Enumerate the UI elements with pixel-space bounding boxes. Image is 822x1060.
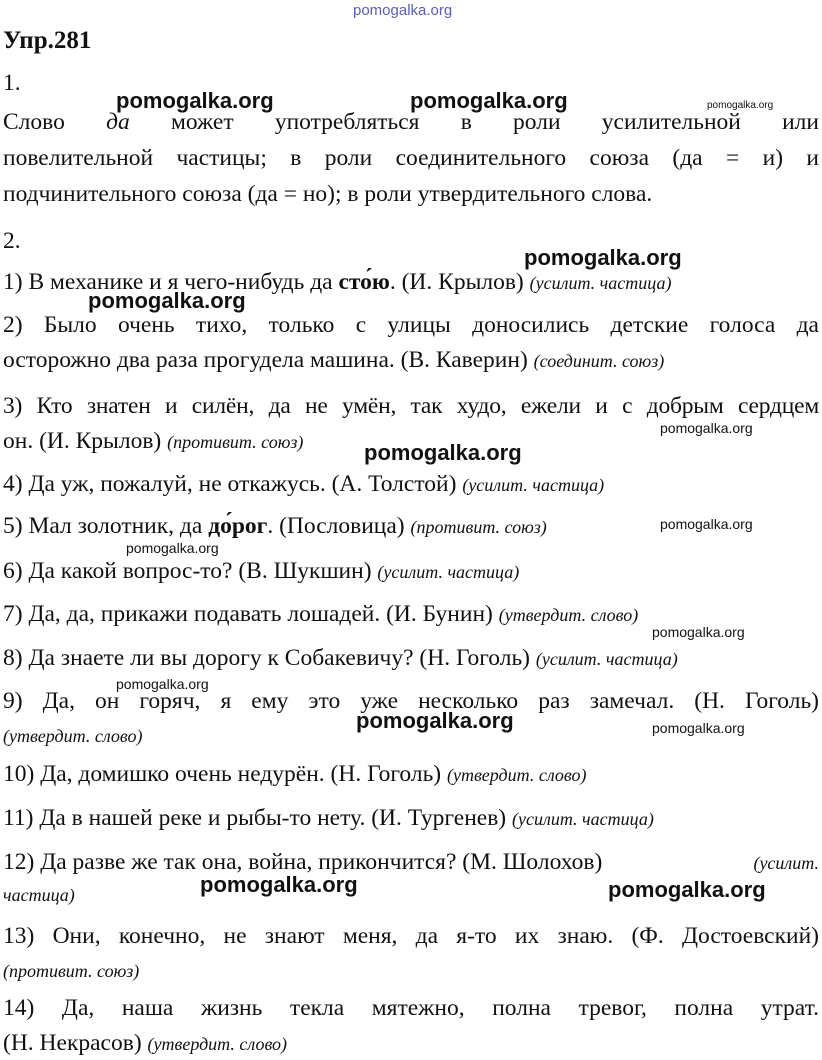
watermark: pomogalka.org (356, 708, 514, 733)
example-text: 5) Мал золотник, да (3, 513, 209, 539)
grammar-note: (утвердит. слово) (147, 1034, 288, 1054)
grammar-note: (соединит. союз) (533, 351, 665, 371)
watermark: pomogalka.org (524, 245, 682, 270)
example-text: 11) Да в нашей реке и рыбы-то нету. (И. Тургенев) (3, 805, 512, 831)
grammar-note: (противит. союз) (410, 517, 547, 537)
watermark: pomogalka.org (364, 440, 522, 465)
watermark: pomogalka.org (126, 540, 219, 556)
grammar-note: (усилит. частица) (535, 649, 678, 669)
part1-line2: повелительной частицы; в роли соединительного союза (да = и) и (3, 145, 819, 171)
example-text: 1) В механике и я чего-нибудь да (3, 269, 339, 295)
grammar-note: (утвердит. слово) (498, 605, 639, 625)
example-text: 10) Да, домишко очень недурён. (Н. Гоголь) (3, 761, 447, 787)
grammar-note: (усилит. частица) (377, 562, 520, 582)
example-8 (3, 643, 819, 674)
example-text: 12) Да разве же так она, война, прикончится? (М. Шолохов) (3, 849, 603, 875)
example-4 (3, 469, 819, 500)
grammar-note: (утвердит. слово) (447, 765, 587, 785)
grammar-note: (усилит. (753, 853, 819, 873)
exercise-title: Упр.281 (3, 27, 92, 54)
example-text: (Н. Некрасов) (3, 1030, 148, 1056)
example-2-line2 (3, 345, 819, 376)
example-12-note: частица) (3, 885, 75, 905)
watermark: pomogalka.org (660, 516, 753, 532)
header-watermark: pomogalka.org (353, 2, 453, 19)
watermark: pomogalka.org (88, 288, 246, 313)
example-text: 6) Да какой вопрос-то? (В. Шукшин) (3, 558, 378, 584)
watermark: pomogalka.org (116, 88, 274, 113)
watermark: pomogalka.org (660, 420, 753, 436)
stressed-word: сто́ю (338, 269, 390, 295)
example-11 (3, 803, 819, 834)
example-3-line1: 3) Кто знатен и силён, да не умён, так худо, ежели и с добрым сердцем (3, 393, 819, 419)
example-text: 4) Да уж, пожалуй, не откажусь. (А. Толстой) (3, 471, 463, 497)
watermark: pomogalka.org (608, 877, 766, 902)
watermark: pomogalka.org (707, 100, 774, 111)
example-12-line1 (3, 847, 819, 878)
example-text: 7) Да, да, прикажи подавать лошадей. (И. Бунин) (3, 601, 499, 627)
part1-text: Слово (3, 109, 107, 135)
part1-number: 1. (3, 70, 21, 96)
watermark: pomogalka.org (116, 676, 209, 692)
watermark: pomogalka.org (652, 720, 745, 736)
example-text: осторожно два раза прогудела машина. (В. Каверин) (3, 347, 534, 373)
example-text: 8) Да знаете ли вы дорогу к Собакевичу? (Н. Гоголь) (3, 645, 536, 671)
part1-text: может употребляться в роли усилительной или (129, 109, 819, 135)
part1-line3: подчинительного союза (да = но); в роли утвердительного слова. (3, 181, 653, 207)
watermark: pomogalka.org (652, 624, 745, 640)
grammar-note: (усилит. частица) (529, 273, 672, 293)
grammar-note: (усилит. частица) (462, 475, 605, 495)
example-9-note: (утвердит. слово) (3, 726, 143, 746)
example-9-line1: 9) Да, он горяч, я ему это уже несколько раз замечал. (Н. Гоголь) (3, 688, 819, 714)
example-text: . (И. Крылов) (389, 269, 530, 295)
example-6 (3, 556, 819, 587)
stressed-word: до́рог (208, 513, 268, 539)
example-13-line1: 13) Они, конечно, не знают меня, да я-то их знаю. (Ф. Достоевский) (3, 923, 819, 949)
watermark: pomogalka.org (200, 872, 358, 897)
example-14-line2 (3, 1028, 819, 1059)
part1-keyword: да (106, 109, 130, 135)
grammar-note: (противит. союз) (167, 432, 304, 452)
example-text: он. (И. Крылов) (3, 428, 168, 454)
example-14-line1: 14) Да, наша жизнь текла мятежно, полна тревог, полна утрат. (3, 995, 819, 1021)
watermark: pomogalka.org (410, 88, 568, 113)
part2-number: 2. (3, 228, 21, 254)
example-13-note: (противит. союз) (3, 961, 140, 981)
example-2-line1: 2) Было очень тихо, только с улицы доносились детские голоса да (3, 312, 819, 338)
example-text: . (Пословица) (267, 513, 411, 539)
grammar-note: (усилит. частица) (512, 809, 654, 829)
example-10 (3, 759, 819, 790)
